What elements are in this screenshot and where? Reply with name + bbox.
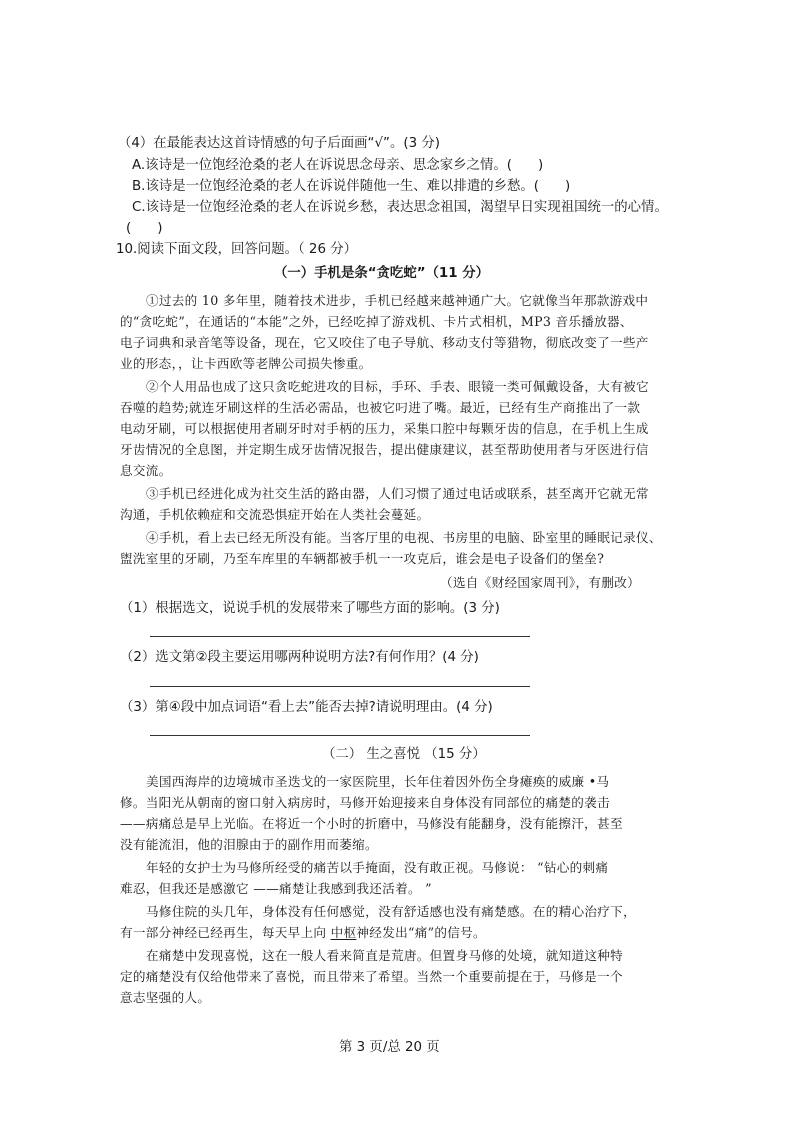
option-c: C.该诗是一位饱经沧桑的老人在诉说乡愁，表达思念祖国，渴望早日实现祖国统一的心情。 — [132, 200, 668, 215]
question-10-header: 10.阅读下面文段，回答问题。（ 26 分） — [116, 242, 358, 257]
part1-p2-line: 电动牙刷，可以根据使用者刷牙时对手柄的压力，采集口腔中每颗牙齿的信息，在手机上生成 — [120, 421, 649, 436]
part2-p2-line: 年轻的女护士为马修所经受的痛苦以手掩面，没有敢正视。马修说： “钻心的刺痛 — [146, 860, 609, 875]
part2-p1-line: 没有能流泪，他的泪腺由于的副作用而萎缩。 — [120, 837, 378, 852]
answer-line[interactable] — [150, 636, 530, 637]
source-citation: （选自《财经国家周刊》，有删改） — [440, 575, 640, 590]
part1-p3-line: 沟通，手机依赖症和交流恐惧症开始在人类社会蔓延。 — [120, 507, 430, 522]
part1-question-1: （1）根据选文，说说手机的发展带来了哪些方面的影响。(3 分) — [120, 601, 500, 616]
question-9-4-stem: （4）在最能表达这首诗情感的句子后面画“√”。(3 分) — [118, 136, 440, 151]
part1-p1-line: ①过去的 10 多年里，随着技术进步，手机已经越来越神通广大。它就像当年那款游戏中 — [146, 293, 649, 308]
part1-p4-line: 盥洗室里的牙刷，乃至车库里的车辆都被手机一一攻克后，谁会是电子设备们的堡垒? — [120, 551, 605, 566]
part1-p2-line: 吞噬的趋势;就连牙刷这样的生活必需品，也被它叼进了嘴。最近，已经有生产商推出了一款 — [120, 400, 641, 415]
part2-p4-line: 定的痛楚没有仅给他带来了喜悦，而且带来了希望。当然一个重要前提在于，马修是一个 — [120, 969, 623, 984]
part1-p3-line: ③手机已经进化成为社交生活的路由器，人们习惯了通过电话或联系，甚至离开它就无常 — [146, 486, 649, 501]
part2-p1-line: 美国西海岸的边境城市圣迭戈的一家医院里，长年住着因外伤全身瘫痪的威廉 •马 — [146, 774, 610, 789]
answer-line[interactable] — [150, 735, 530, 736]
part2-p1-line: 修。当阳光从朝南的窗口射入病房时，马修开始迎接来自身体没有同部位的痛楚的袭击 — [120, 795, 610, 810]
answer-line[interactable] — [150, 686, 530, 687]
option-a: A.该诗是一位饱经沧桑的老人在诉说思念母亲、思念家乡之情。( ) — [132, 158, 544, 173]
part2-p3-line: 有一部分神经已经再生，每天早上向 中枢神经发出“痛”的信号。 — [120, 925, 486, 940]
part1-p1-line: 的“贪吃蛇”，在通话的“本能”之外，已经吃掉了游戏机、卡片式相机，MP3 音乐播放器、 — [120, 314, 633, 329]
page-number: 第 3 页/总 20 页 — [339, 1040, 440, 1055]
part1-p2-line: 息交流。 — [120, 463, 172, 478]
part1-p4-line: ④手机，看上去已经无所没有能。当客厅里的电视、书房里的电脑、卧室里的睡眠记录仪、 — [146, 530, 662, 545]
option-c-answer-paren: ( ) — [126, 221, 163, 236]
option-b: B.该诗是一位饱经沧桑的老人在诉说伴随他一生、难以排遣的乡愁。( ) — [132, 179, 571, 194]
part2-p4-line: 意志坚强的人。 — [120, 990, 211, 1005]
part1-p2-line: 牙齿情况的全息图，并定期生成牙齿情况报告，提出健康建议，甚至帮助使用者与牙医进行信 — [120, 442, 649, 457]
part2-p4-line: 在痛楚中发现喜悦，这在一般人看来简直是荒唐。但置身马修的处境，就知道这种特 — [146, 948, 624, 963]
part2-title: （二） 生之喜悦 （15 分） — [322, 747, 486, 762]
part2-p1-line: ——病痛总是早上光临。在将近一个小时的折磨中，马修没有能翻身，没有能擦汗，甚至 — [120, 816, 623, 831]
part1-title: （一）手机是条“贪吃蛇”（11 分） — [274, 266, 489, 281]
part1-question-2: （2）选文第②段主要运用哪两种说明方法?有何作用？(4 分) — [120, 650, 479, 665]
part1-p1-line: 业的形态，，让卡西欧等老牌公司损失惨重。 — [120, 356, 372, 371]
part1-p1-line: 电子词典和录音笔等设备，现在，它又咬住了电子导航、移动支付等猎物，彻底改变了一些产 — [120, 335, 649, 350]
part1-question-3: （3）第④段中加点词语“看上去”能否去掉?请说明理由。(4 分) — [120, 700, 493, 715]
part2-p2-line: 难忍，但我还是感激它 ——痛楚让我感到我还活着。 ” — [120, 881, 432, 896]
underlined-word: 中枢 — [330, 925, 357, 940]
part2-p3-line: 马修住院的头几年，身体没有任何感觉，没有舒适感也没有痛楚感。在的精心治疗下， — [146, 904, 636, 919]
part1-p2-line: ②个人用品也成了这只贪吃蛇进攻的目标，手环、手表、眼镜一类可佩戴设备，大有被它 — [146, 379, 649, 394]
